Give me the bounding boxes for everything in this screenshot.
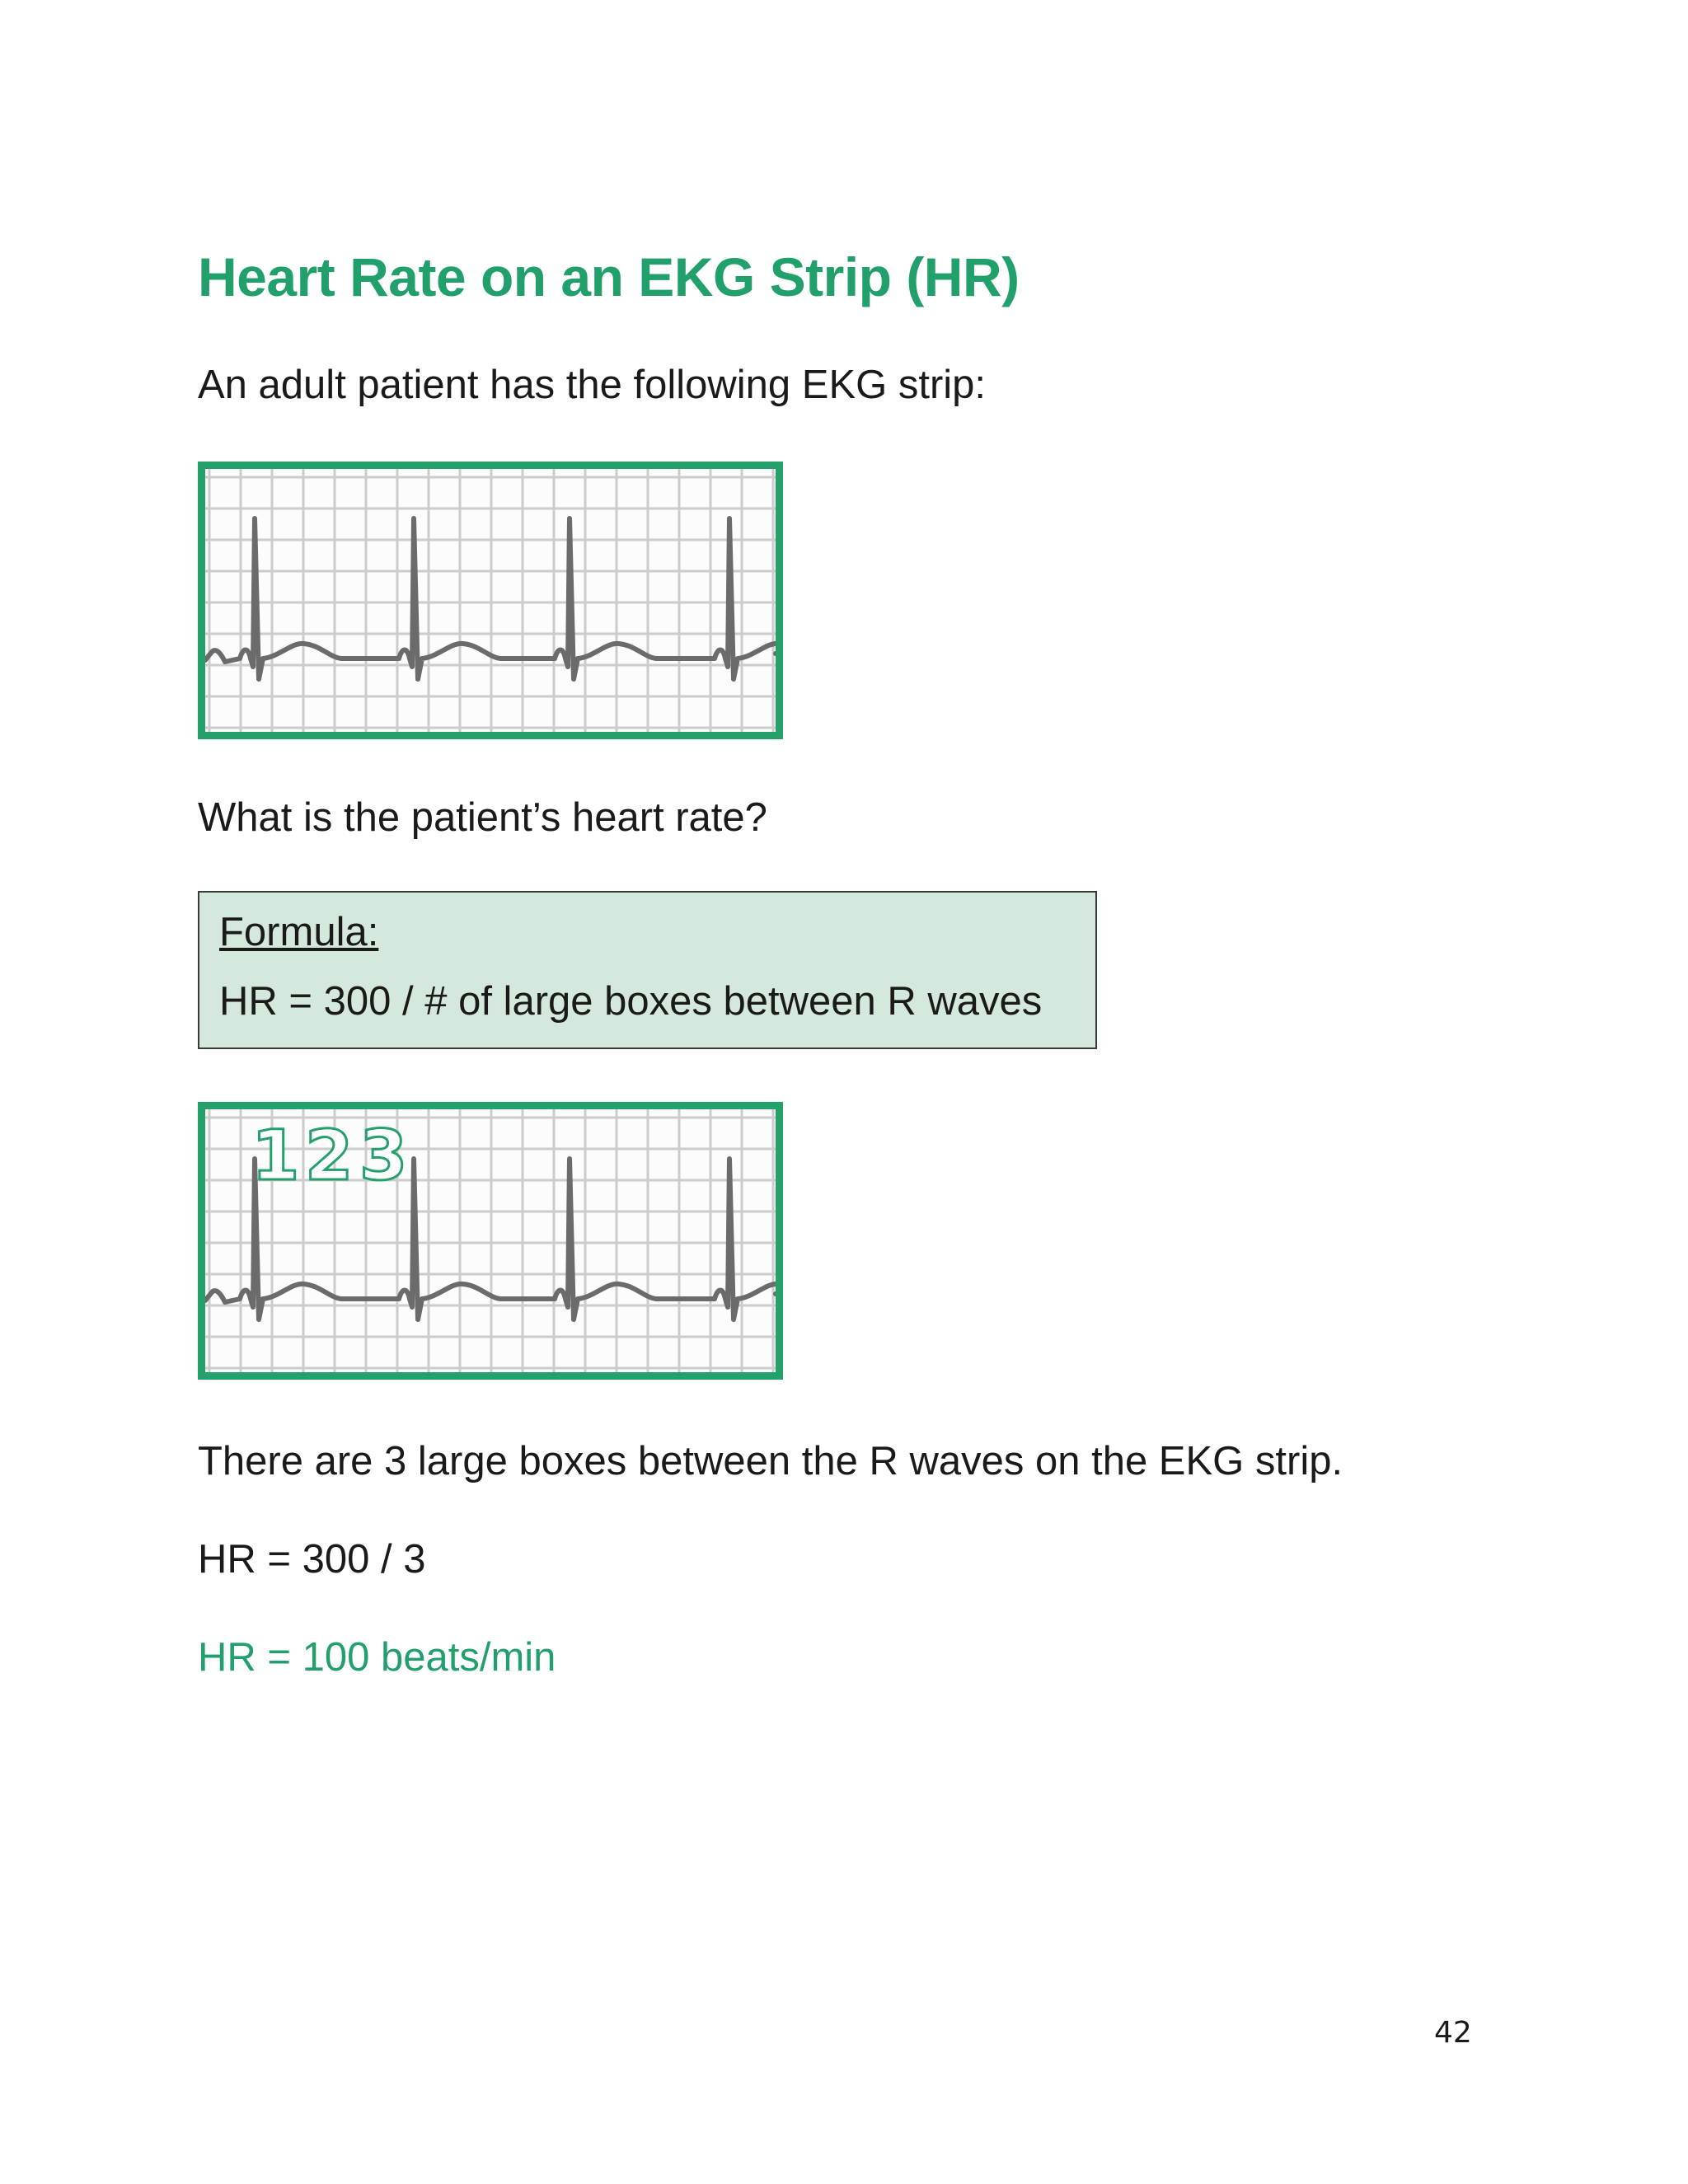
ekg-strip-annotated-image	[198, 1102, 783, 1380]
ekg-grid	[205, 469, 776, 732]
box-count-label-1: 1	[251, 1115, 300, 1196]
box-count-label-2: 2	[305, 1115, 354, 1196]
explanation-text: There are 3 large boxes between the R waves on the EKG strip.	[198, 1439, 1343, 1483]
ekg-strip-annotated-svg	[205, 1109, 776, 1372]
question-text: What is the patient’s heart rate?	[198, 795, 767, 840]
page-title: Heart Rate on an EKG Strip (HR)	[198, 246, 1020, 307]
ekg-strip-svg	[205, 469, 776, 732]
calculation-text: HR = 300 / 3	[198, 1537, 426, 1582]
formula-label: Formula:	[219, 910, 379, 954]
result-text: HR = 100 beats/min	[198, 1635, 556, 1680]
formula-box	[198, 891, 1097, 1049]
intro-text: An adult patient has the following EKG strip:	[198, 363, 987, 407]
ekg-strip-image	[198, 462, 783, 739]
page-number: 42	[1434, 2016, 1472, 2050]
formula-text: HR = 300 / # of large boxes between R waves	[219, 979, 1043, 1024]
box-count-label-3: 3	[359, 1115, 408, 1196]
